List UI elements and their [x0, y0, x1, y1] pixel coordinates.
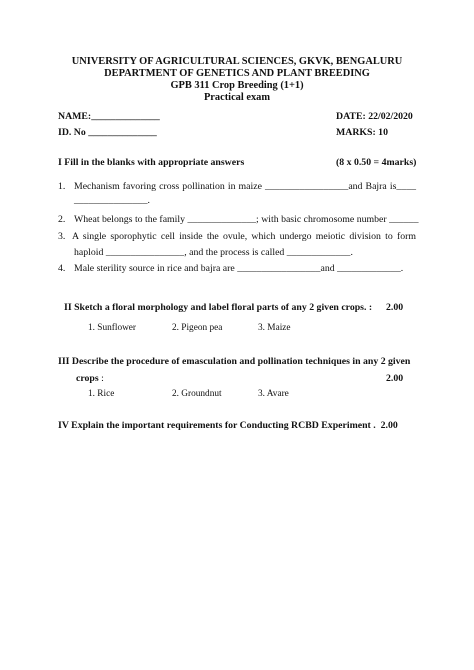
- course-title: GPB 311 Crop Breeding (1+1): [170, 80, 304, 91]
- question-3-number: 3.: [58, 231, 66, 242]
- id-field: [58, 127, 157, 139]
- section-3-colon: :: [98, 373, 104, 384]
- section-3-crops-word: crops: [76, 373, 99, 384]
- section-1-marks: (8 x 0.50 = 4marks): [336, 157, 417, 168]
- question-1-line-1: Mechanism favoring cross pollination in maize _________________and Bajra is____: [74, 181, 416, 192]
- id-blank: ______________: [88, 127, 157, 138]
- section-3-title-line-1: III Describe the procedure of emasculation and pollination techniques in any 2 given: [58, 356, 411, 367]
- department-name: DEPARTMENT OF GENETICS AND PLANT BREEDING: [104, 68, 370, 79]
- question-4-text: Male sterility source in rice and bajra are _________________and _____________.: [74, 263, 404, 274]
- total-marks: MARKS: 10: [336, 127, 388, 138]
- section-2-marks: 2.00: [386, 302, 404, 313]
- section-3-marks: 2.00: [386, 373, 404, 384]
- exam-type: Practical exam: [203, 92, 271, 103]
- exam-date: DATE: 22/02/2020: [336, 111, 413, 122]
- question-3-line-2: haploid ________________, and the process is called _____________.: [74, 247, 353, 258]
- question-1-number: 1.: [58, 181, 66, 192]
- section-4-marks: 2.00: [380, 420, 398, 431]
- section-3-title-line-2: [76, 373, 104, 385]
- section-2-option-3: 3. Maize: [258, 323, 291, 333]
- section-4-text: IV Explain the important requirements for Conducting RCBD Experiment .: [58, 420, 376, 431]
- section-1-title: I Fill in the blanks with appropriate answers: [58, 157, 245, 168]
- question-4-number: 4.: [58, 263, 66, 274]
- name-blank: ______________: [91, 111, 160, 122]
- question-1-line-2: _______________.: [74, 195, 150, 206]
- section-3-option-3: 3. Avare: [258, 389, 289, 399]
- question-2-text: Wheat belongs to the family ______________; with basic chromosome number ______: [74, 214, 419, 225]
- name-label: NAME:: [58, 111, 92, 122]
- question-3-line-1: A single sporophytic cell inside the ovule, which undergo meiotic division to form: [72, 231, 416, 242]
- section-2-title: II Sketch a floral morphology and label floral parts of any 2 given crops. :: [64, 302, 373, 313]
- section-3-option-1: 1. Rice: [88, 389, 115, 399]
- question-2-number: 2.: [58, 214, 66, 225]
- name-field: [58, 111, 160, 123]
- section-2-option-1: 1. Sunflower: [88, 323, 137, 333]
- section-4-title: [58, 420, 398, 432]
- university-name: UNIVERSITY OF AGRICULTURAL SCIENCES, GKVK, BENGALURU: [71, 56, 403, 67]
- id-label: ID. No: [58, 127, 86, 138]
- section-3-option-2: 2. Groundnut: [172, 389, 222, 399]
- section-2-option-2: 2. Pigeon pea: [172, 323, 223, 333]
